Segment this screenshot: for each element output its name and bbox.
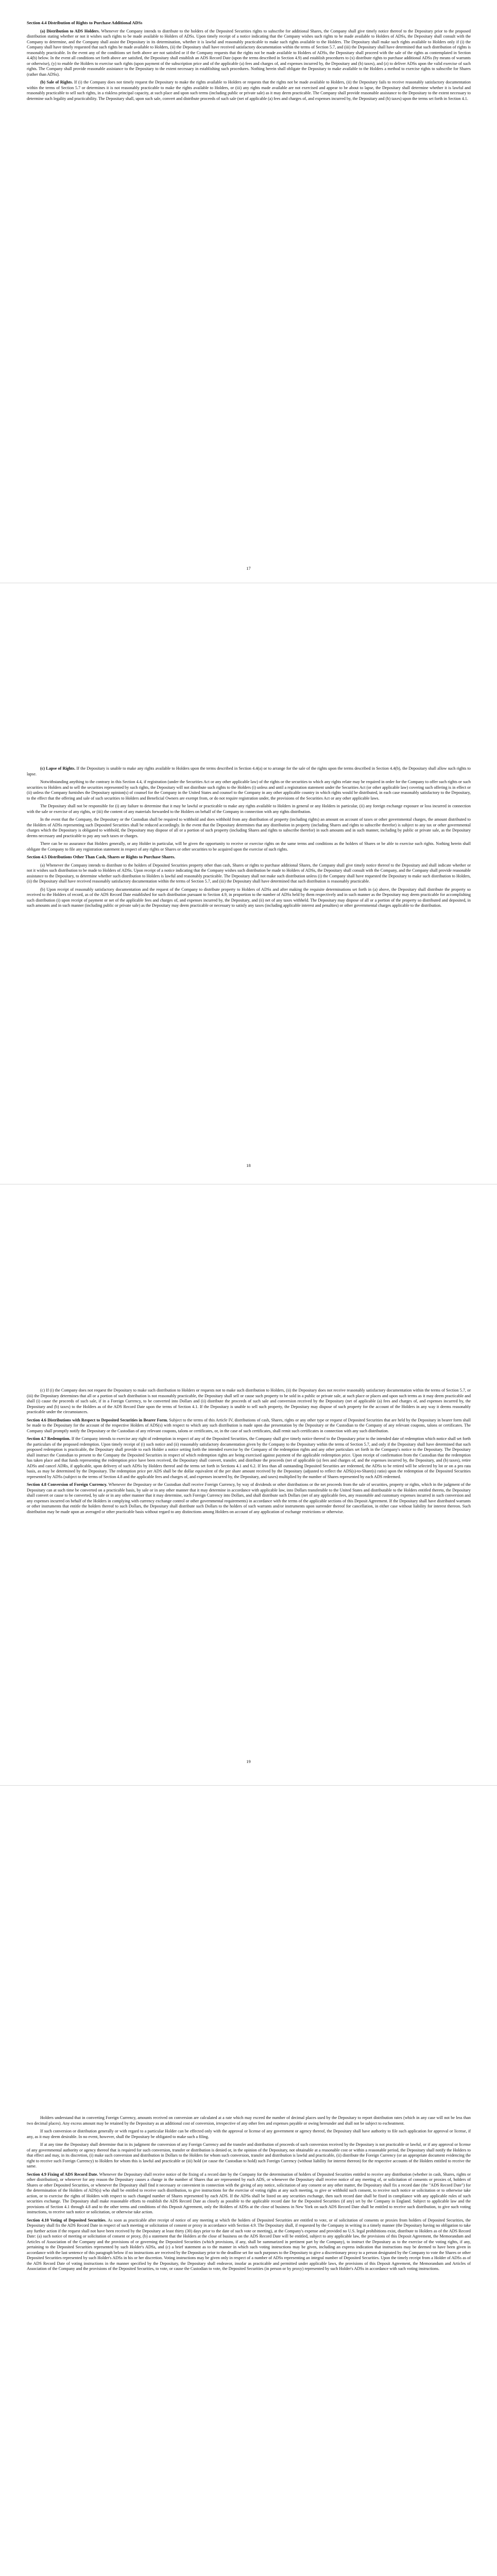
government-approval-paragraph: If such conversion or distribution generally or with regard to a particular Holder can be effected only with the approval or license of any government or agency thereof, the Depositary shall have authority to file such application for approval or license, if any, as it may deem desirable. In no event, however, shall the Depositary be obligated to make such a filing.	[27, 2129, 471, 2139]
section-4-9-heading: Section 4.9 Fixing of ADS Record Date.	[27, 2172, 98, 2177]
section-4-9-text: Whenever the Depositary shall receive notice of the fixing of a record date by the Company for the determination of holders of Deposited Securities entitled to receive any distribution (whether in cash, Shares, rights or other distribution), or whenever for any reason the Depositary causes a change in the number of Shares that are represented by each ADS, or whenever the Depositary shall receive notice of any meeting of, or solicitation of consents or proxies of, holders of Shares or other Deposited Securities, or whenever the Depositary shall find it necessary or convenient in connection with the giving of any notice, solicitation of any consent or any other matter, the Depositary shall fix a record date (the "ADS Record Date") for the determination of the Holders of ADS(s) who shall be entitled to receive such distribution, to give instructions for the exercise of voting rights at any such meeting, to give or withhold such consent, to receive such notice or solicitation or to otherwise take action, or to exercise the rights of Holders with respect to such changed number of Shares represented by each ADS. If the ADSs shall be listed on any securities exchange, then such record date shall be fixed in compliance with any applicable rules of such securities exchange. The Depositary shall make reasonable efforts to establish the ADS Record Date as closely as possible to the applicable record date for the Deposited Securities (if any) set by the Company in England. Subject to applicable law and the provisions of Section 4.1 through 4.8 and to the other terms and conditions of this Deposit Agreement, only the Holders of ADSs at the close of business in New York on such ADS Record Date shall be entitled to receive such distribution, to give such voting instructions, to receive such notice or solicitation, or otherwise take action.	[27, 2172, 471, 2214]
lapse-of-rights-lead: (c) Lapse of Rights.	[40, 766, 76, 771]
section-4-10-text: As soon as practicable after receipt of notice of any meeting at which the holders of Deposited Securities are entitled to vote, or of solicitation of consents or proxies from holders of Deposited Securities, the Depositary shall fix the ADS Record Date in respect of such meeting or solicitation of consent or proxy in accordance with Section 4.9. The Depositary shall, if requested by the Company in writing in a timely manner (the Depositary having no obligation to take any further action if the request shall not have been received by the Depositary at least thirty (30) days prior to the date of such vote or meeting), at the Company's expense and provided no U.S. legal prohibitions exist, distribute to Holders as of the ADS Record Date: (a) such notice of meeting or solicitation of consent or proxy, (b) a statement that the Holders at the close of business on the ADS Record Date will be entitled, subject to any applicable law, the provisions of this Deposit Agreement, the Memorandum and Articles of Association of the Company and the provisions of or governing the Deposited Securities (which provisions, if any, shall be summarized in pertinent part by the Company), to instruct the Depositary as to the exercise of the voting rights, if any, pertaining to the Deposited Securities represented by such Holder's ADSs, and (c) a brief statement as to the manner in which such voting instructions may be given, including an express indication that instructions may be deemed to have been given in accordance with the last sentence of this paragraph below if no instructions are received by the Depositary prior to the deadline set for such purposes to the Depositary to give a discretionary proxy to a person designated by the Company to vote the Shares or other Deposited Securities represented by such Holder's ADSs in his or her discretion. Voting instructions may be given only in respect of a number of ADSs representing an integral number of Deposited Securities. Upon the timely receipt from a Holder of ADSs as of the ADS Record Date of voting instructions in the manner specified by the Depositary, the Depositary shall endeavor, insofar as practicable and permitted under applicable laws, the provisions of this Deposit Agreement, the Memorandum and Articles of Association of the Company and the provisions of the Deposited Securities, to vote, or cause the Custodian to vote, the Deposited Securities (in person or by proxy) represented by such Holder's ADSs in accordance with such voting instructions.	[27, 2217, 471, 2271]
section-4-8-text: Whenever the Depositary or the Custodian shall receive Foreign Currency, by way of dividends or other distributions or the net proceeds from the sale of securities, property or rights, which in the judgment of the Depositary can at such time be converted on a practicable basis, by sale or in any other manner that it may determine in accordance with applicable law, into Dollars transferable to the United States and distributable to the Holders entitled thereto, the Depositary shall convert or cause to be converted, by sale or in any other manner that it may determine, such Foreign Currency into Dollars, and shall distribute such Dollars (net of any applicable fees, any reasonable and customary expenses incurred in such conversion and any expenses incurred on behalf of the Holders in complying with currency exchange control or other governmental requirements) in accordance with the terms of the applicable sections of this Deposit Agreement. If the Depositary shall have distributed warrants or other instruments that entitle the holders thereof to such Dollars, the Depositary shall distribute such Dollars to the holders of such warrants and/or instruments upon surrender thereof for cancellation, in either case without liability for interest thereon. Such distribution may be made upon an averaged or other practicable basis without regard to any distinctions among Holders on account of any application of exchange restrictions or otherwise.	[27, 1482, 471, 1514]
page-20-body	[27, 2115, 471, 2275]
conversion-not-practicable-paragraph: If at any time the Depositary shall determine that in its judgment the conversion of any Foreign Currency and the transfer and distribution of proceeds of such conversion received by the Depositary is not practicable or lawful, or if any approval or license of any governmental authority or agency thereof that is required for such conversion, transfer or distribution is denied or, in the opinion of the Depositary, not obtainable at a reasonable cost or within a reasonable period, the Depositary shall notify the Holders to that effect and may, in its discretion, (i) make such conversion and distribution in Dollars to the Holders for whom such conversion, transfer and distribution is lawful and practicable, (ii) distribute the Foreign Currency (or an appropriate document evidencing the right to receive such Foreign Currency) to Holders for whom this is lawful and practicable or (iii) hold (or cause the Custodian to hold) such Foreign Currency (without liability for interest thereon) for the respective accounts of the Holders entitled to receive the same.	[27, 2142, 471, 2168]
section-4-4-heading: Section 4.4 Distribution of Rights to Purchase Additional ADSs	[27, 21, 143, 25]
distribution-to-ads-holders-lead: (a) Distribution to ADS Holders.	[40, 28, 100, 33]
page-number-18: 18	[246, 1163, 251, 1168]
page-number-17: 17	[246, 566, 251, 571]
document-page-17	[0, 0, 497, 582]
page-17-body	[27, 21, 471, 104]
document-page-18	[0, 583, 497, 1183]
no-assurance-paragraph: There can be no assurance that Holders generally, or any Holder in particular, will be given the opportunity to receive or exercise rights on the same terms and conditions as the holders of Shares or be able to exercise such rights. Nothing herein shall obligate the Company to file any registration statement in respect of any rights or Shares or other securities to be acquired upon the exercise of such rights.	[27, 841, 471, 852]
section-4-6-text: Subject to the terms of this Article IV, distributions of cash, Shares, rights or any other type or request of Deposited Securities that are held by the Depositary in bearer form shall be made to the Depositary for the account of the respective Holders of ADS(s) with respect to which any such distribution is made upon due presentation by the Depositary or the Custodian to the Company of any relevant coupons, talons or certificates. The Company shall promptly notify the Depositary or the Custodian of any relevant coupons, talons or certificates, or, in the case of such certificates, shall remit such certificates in connection with any such distribution.	[27, 1417, 471, 1433]
section-4-7-heading: Section 4.7 Redemption.	[27, 1436, 71, 1441]
document-page-19	[0, 1184, 497, 1785]
distribution-to-ads-holders-text: Whenever the Company intends to distribute to the holders of the Deposited Securities rights to subscribe for additional Shares, the Company shall give timely notice thereof to the Depositary prior to the proposed distribution stating whether or not it wishes such rights to be made available to Holders of ADSs. Upon timely receipt of a notice indicating that the Company wishes such rights to be made available to Holders of ADSs, the Depositary shall consult with the Company to determine, and the Company shall assist the Depositary in its determination, whether it is lawful and reasonably practicable to make such rights available to the Holders. The Depositary shall make such rights available to Holders only if (i) the Company shall have timely requested that such rights be made available to Holders, (ii) the Depositary shall have received satisfactory documentation within the terms of Section 5.7, and (iii) the Depositary shall have determined that such distribution of rights is reasonably practicable. In the event any of the conditions set forth above are not satisfied or if the Company requests that the rights not be made available to Holders of ADSs, the Depositary shall proceed with the sale of the rights as contemplated in Section 4.4(b) below. In the event all conditions set forth above are satisfied, the Depositary shall establish an ADS Record Date (upon the terms described in Section 4.9) and establish procedures to (x) distribute rights to purchase additional ADSs (by means of warrants or otherwise), (y) to enable the Holders to exercise such rights (upon payment of the subscription price and of the applicable (a) fees and charges of, and expenses incurred by, the Depositary and (b) taxes), and (z) to deliver ADSs upon the valid exercise of such rights. The Company shall provide reasonable assistance to the Depositary to the extent necessary in establishing such procedures. Nothing herein shall obligate the Depositary to make available to the Holders a method to exercise rights to subscribe for Shares (rather than ADSs).	[27, 28, 471, 77]
depositary-responsibility-paragraph: The Depositary shall not be responsible for (i) any failure to determine that it may be lawful or practicable to make any rights available to Holders in general or any Holders in particular, (ii) any foreign exchange exposure or loss incurred in connection with the sale or exercise of any rights, or (iii) the content of any materials forwarded to the Holders on behalf of the Company in connection with any rights distribution.	[27, 804, 471, 814]
section-4-10-heading: Section 4.10 Voting of Deposited Securities.	[27, 2217, 107, 2223]
conversion-rate-paragraph: Holders understand that in converting Foreign Currency, amounts received on conversion are calculated at a rate which may exceed the number of decimal places used by the Depositary to report distribution rates (which in any case will not be less than two decimal places). Any excess amount may be retained by the Depositary as an additional cost of conversion, irrespective of any other fees and expenses payable or owing hereunder and shall not be subject to escheatment.	[27, 2115, 471, 2126]
page-18-body	[27, 766, 471, 911]
page-number-19: 19	[246, 1759, 251, 1764]
section-4-5-c-paragraph: (c) If (i) the Company does not request the Depositary to make such distribution to Holders or requests not to make such distribution to Holders, (ii) the Depositary does not receive reasonably satisfactory documentation within the terms of Section 5.7, or (iii) the Depositary determines that all or a portion of such distribution is not reasonably practicable, the Depositary shall sell or cause such property to be sold in a public or private sale, at such place or places and upon such terms as it may deem practicable and shall (i) cause the proceeds of such sale, if in a Foreign Currency, to be converted into Dollars and (ii) distribute the proceeds of such sale and conversion received by the Depositary (net of applicable (a) fees and charges of, and expenses incurred by, the Depositary and (b) taxes) to the Holders as of the ADS Record Date upon the terms of Section 4.1. If the Depositary is unable to sell such property, the Depositary may dispose of such property for the account of the Holders in any way it deems reasonably practicable under the circumstances.	[27, 1388, 471, 1414]
section-4-5-b-paragraph: (b) Upon receipt of reasonably satisfactory documentation and the request of the Company to distribute property to Holders of ADSs and after making the requisite determinations set forth in (a) above, the Depositary shall distribute the property so received to the Holders of record, as of the ADS Record Date established for such distribution pursuant to Section 4.9, in proportion to the number of ADSs held by them respectively and in such manner as the Depositary may deem practicable for accomplishing such distribution (i) upon receipt of payment or net of the applicable fees and charges of, and expenses incurred by, the Depositary, and (ii) net of any taxes withheld. The Depositary may dispose of all or a portion of the property so distributed and deposited, in such amounts and in such manner (including public or private sale) as the Depositary may deem practicable or necessary to satisfy any taxes (including applicable interest and penalties) or other governmental charges applicable to the distribution.	[27, 887, 471, 908]
section-4-6-heading: Section 4.6 Distributions with Respect to Deposited Securities in Bearer Form.	[27, 1417, 168, 1422]
section-4-5-a-paragraph: (a) Whenever the Company intends to distribute to the holders of Deposited Securities property other than cash, Shares or rights to purchase additional Shares, the Company shall give timely notice thereof to the Depositary and shall indicate whether or not it wishes such distribution to be made to Holders of ADSs. Upon receipt of a notice indicating that the Company wishes such distribution be made to Holders of ADSs, the Depositary shall consult with the Company, and the Company shall provide reasonable assistance to the Depositary, to determine whether such distribution to Holders is lawful and reasonably practicable. The Depositary shall not make such distribution unless (i) the Company shall have requested the Depositary to make such distribution to Holders, (ii) the Depositary shall have received reasonably satisfactory documentation within the terms of Section 5.7, and (iii) the Depositary shall have determined that such distribution is reasonably practicable.	[27, 862, 471, 884]
section-4-5-heading: Section 4.5 Distributions Other Than Cash, Shares or Rights to Purchase Shares.	[27, 855, 176, 859]
section-4-7-text: If the Company intends to exercise any right of redemption in respect of any of the Deposited Securities, the Company shall give timely notice thereof to the Depositary prior to the intended date of redemption which notice shall set forth the particulars of the proposed redemption. Upon timely receipt of (i) such notice and (ii) reasonably satisfactory documentation given by the Company to the Depositary within the terms of Section 5.7, and only if the Depositary shall have determined that such proposed redemption is practicable, the Depositary shall provide to each Holder a notice setting forth the intended exercise by the Company of the redemption rights and any other particulars set forth in the Company's notice to the Depositary. The Depositary shall instruct the Custodian to present to the Company the Deposited Securities in respect of which redemption rights are being exercised against payment of the applicable redemption price. Upon receipt of confirmation from the Custodian that the redemption has taken place and that funds representing the redemption price have been received, the Depositary shall convert, transfer, and distribute the proceeds (net of applicable (a) fees and charges of, and the expenses incurred by, the Depositary, and (b) taxes), retire ADSs and cancel ADRs, if applicable, upon delivery of such ADSs by Holders thereof and the terms set forth in Sections 4.1 and 6.2. If less than all outstanding Deposited Securities are redeemed, the ADSs to be retired will be selected by lot or on a pro rata basis, as may be determined by the Depositary. The redemption price per ADS shall be the dollar equivalent of the per share amount received by the Depositary (adjusted to reflect the ADS(s)-to-Share(s) ratio) upon the redemption of the Deposited Securities represented by ADSs (subject to the terms of Section 4.8 and the applicable fees and charges of, and expenses incurred by, the Depositary, and taxes) multiplied by the number of Shares represented by each ADS redeemed.	[27, 1436, 471, 1479]
section-4-8-heading: Section 4.8 Conversion of Foreign Currency.	[27, 1482, 108, 1487]
withholding-paragraph: In the event that the Company, the Depositary or the Custodian shall be required to withhold and does withhold from any distribution of property (including rights) an amount on account of taxes or other governmental charges, the amount distributed to the Holders of ADSs representing such Deposited Securities shall be reduced accordingly. In the event that the Depositary determines that any distribution in property (including Shares and rights to subscribe therefor) is subject to any tax or other governmental charges which the Depositary is obligated to withhold, the Depositary may dispose of all or a portion of such property (including Shares and rights to subscribe therefor) in such amounts and in such manner, including by public or private sale, as the Depositary deems necessary and practicable to pay any such taxes or charges.	[27, 817, 471, 838]
document-page-20	[0, 1786, 497, 2576]
sale-of-rights-text: If (i) the Company does not timely request the Depositary to make the rights available to Holders or requests that the rights not be made available to Holders, (ii) the Depositary fails to receive reasonably satisfactory documentation within the terms of Section 5.7 or determines it is not reasonably practicable to make the rights available to Holders, or (iii) any rights made available are not exercised and appear to be about to lapse, the Depositary shall determine whether it is lawful and reasonably practicable to sell such rights, in a riskless principal capacity, at such place and upon such terms (including public or private sale) as it may deem practicable. The Company shall provide reasonable assistance to the Depositary to the extent necessary to determine such legality and practicability. The Depositary shall, upon such sale, convert and distribute proceeds of such sale (net of applicable (a) fees and charges of, and expenses incurred by, the Depositary and (b) taxes) upon the terms set forth in Section 4.1.	[27, 80, 471, 101]
page-19-body	[27, 1388, 471, 1517]
sale-of-rights-lead: (b) Sale of Rights.	[40, 80, 73, 84]
registration-paragraph: Notwithstanding anything to the contrary in this Section 4.4, if registration (under the Securities Act or any other applicable law) of the rights or the securities to which any rights relate may be required in order for the Company to offer such rights or such securities to Holders and to sell the securities represented by such rights, the Depositary will not distribute such rights to the Holders (i) unless and until a registration statement under the Securities Act (or other applicable law) covering such offering is in effect or (ii) unless the Company furnishes the Depositary opinion(s) of counsel for the Company in the United States and counsel to the Company in any other applicable country in which rights would be distributed, in each case reasonably satisfactory to the Depositary, to the effect that the offering and sale of such securities to Holders and Beneficial Owners are exempt from, or do not require registration under, the provisions of the Securities Act or any other applicable laws.	[27, 779, 471, 801]
lapse-of-rights-text: If the Depositary is unable to make any rights available to Holders upon the terms described in Section 4.4(a) or to arrange for the sale of the rights upon the terms described in Section 4.4(b), the Depositary shall allow such rights to lapse.	[27, 766, 471, 776]
